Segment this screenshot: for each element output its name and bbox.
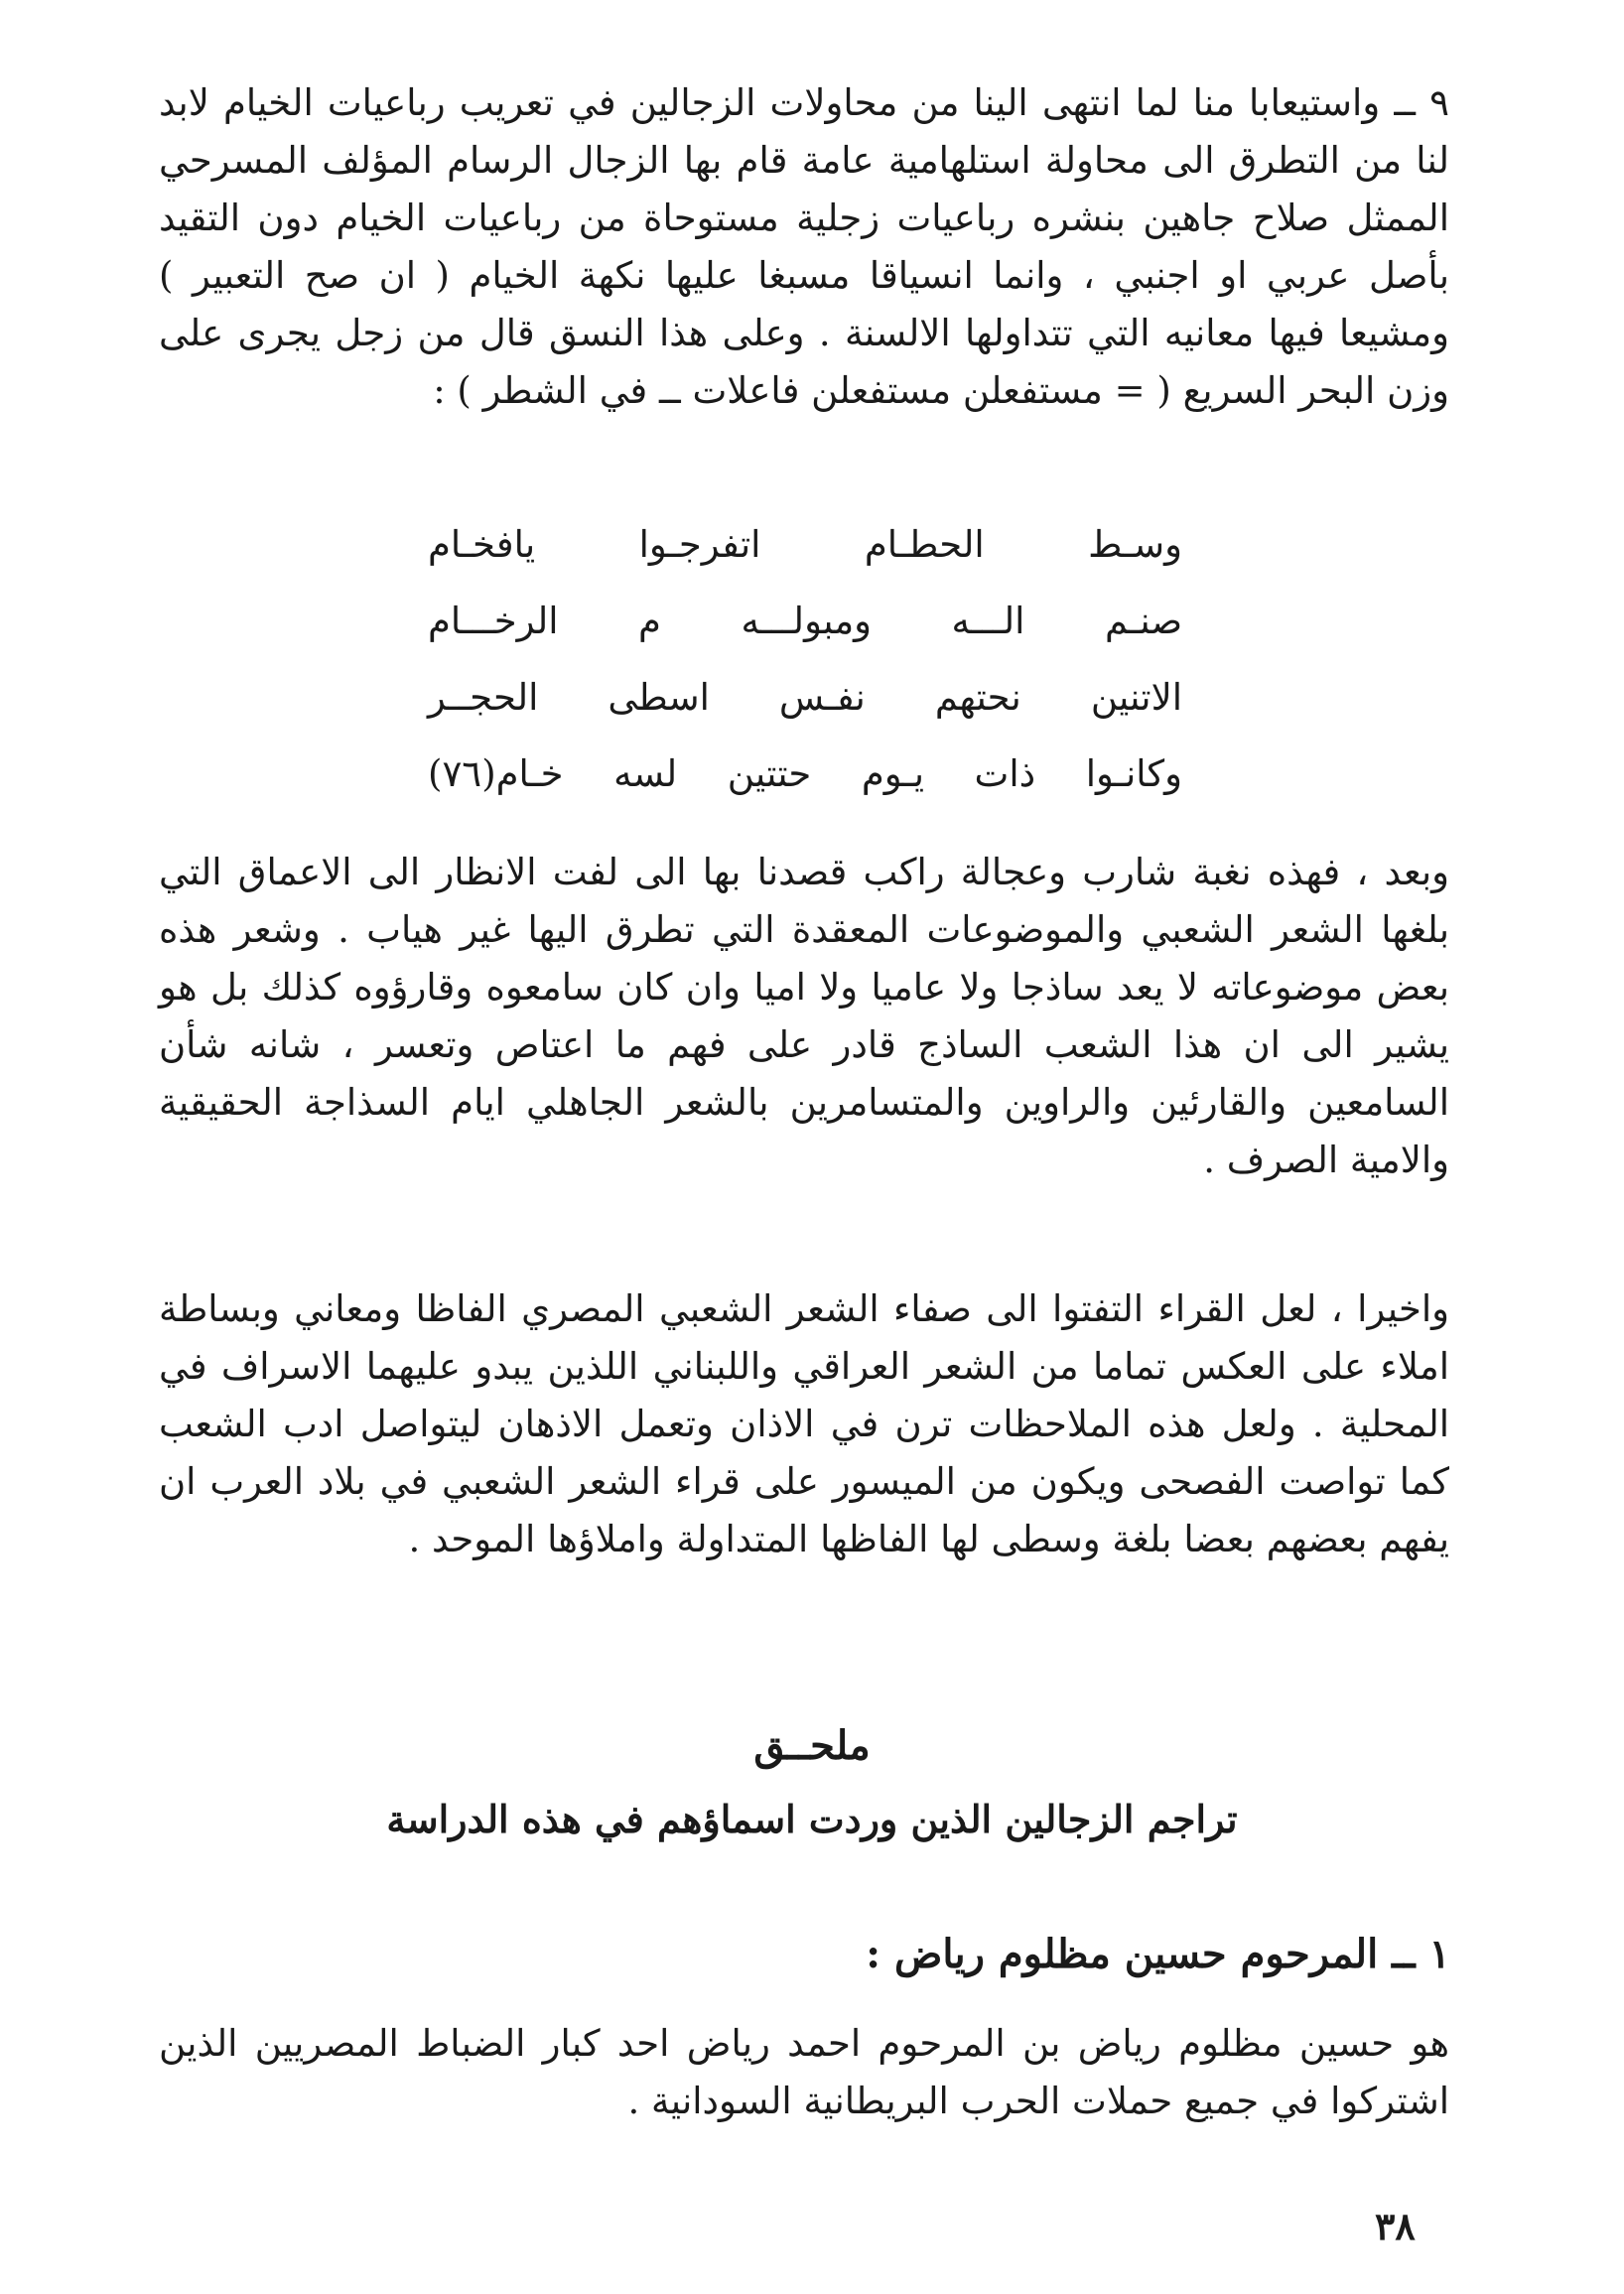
- paragraph-folk-poetry-depth: وبعد ، فهذه نغبة شارب وعجالة راكب قصدنا بها الى لفت الانظار الى الاعماق التي بلغها الشعر الشعبي والموضوعات المعقدة التي تطرق اليها غير هياب . وشعر هذه بعض موضوعاته لا يعد ساذجا ولا عاميا ولا اميا وان كان سامعوه وقارؤوه كذلك بل هو يشير الى ان هذا الشعب الساذج قادر على فهم ما اعتاص وتعسر ، شانه شأن السامعين والقارئين والراوين والمتسامرين بالشعر الجاهلي ايام السذاجة الحقيقية والامية الصرف .: [159, 851, 1449, 1181]
- poem-line-1: وسـط الحطـام اتفرجـوا يافخـام: [428, 523, 1182, 566]
- paragraph-conclusion: واخيرا ، لعل القراء التفتوا الى صفاء الشعر الشعبي المصري الفاظا ومعاني وبساطة املاء على العكس تماما من الشعر العراقي واللبناني اللذين يبدو عليهما الاسراف في المحلية . ولعل هذه الملاحظات ترن في الاذان وتعمل الاذهان ليتواصل ادب الشعب كما تواصت الفصحى ويكون من الميسور على قراء الشعر الشعبي في بلاد العرب ان يفهم بعضهم بعضا بلغة وسطى لها الفاظها المتداولة واملاؤها الموحد .: [159, 1287, 1449, 1560]
- appendix-title: ملحــق: [753, 1722, 871, 1769]
- paragraph-biography: هو حسين مظلوم رياض بن المرحوم احمد رياض احد كبار الضباط المصريين الذين اشتركوا في جميع حملات الحرب البريطانية السودانية .: [159, 2022, 1449, 2122]
- appendix-subtitle: تراجم الزجالين الذين وردت اسماؤهم في هذه الدراسة: [386, 1797, 1238, 1841]
- poem-line-4: وكانـوا ذات يـوم حتتين لسه خـام(٧٦): [428, 752, 1182, 795]
- poem-line-3: الاتنين نحتهم نفـس اسطى الحجــر: [428, 676, 1182, 719]
- biography-section-title: ١ ــ المرحوم حسين مظلوم رياض :: [866, 1931, 1450, 1977]
- poem-block: [428, 506, 1182, 812]
- poem-line-2: صنـم الـــه ومبولـــه م الرخـــام: [428, 600, 1182, 642]
- page-number: ٣٨: [1375, 2204, 1416, 2248]
- paragraph-khayyam-quatrains: ٩ ــ واستيعابا منا لما انتهى الينا من محاولات الزجالين في تعريب رباعيات الخيام لابد لنا من التطرق الى محاولة استلهامية عامة قام بها الزجال الرسام المؤلف المسرحي الممثل صلاح جاهين بنشره رباعيات زجلية مستوحاة من رباعيات الخيام دون التقيد بأصل عربي او اجنبي ، وانما انسياقا مسبغا عليها نكهة الخيام ( ان صح التعبير ) ومشيعا فيها معانيه التي تتداولها الالسنة . وعلى هذا النسق قال من زجل يجرى على وزن البحر السريع ( = مستفعلن مستفعلن فاعلات ــ في الشطر ) :: [159, 81, 1449, 412]
